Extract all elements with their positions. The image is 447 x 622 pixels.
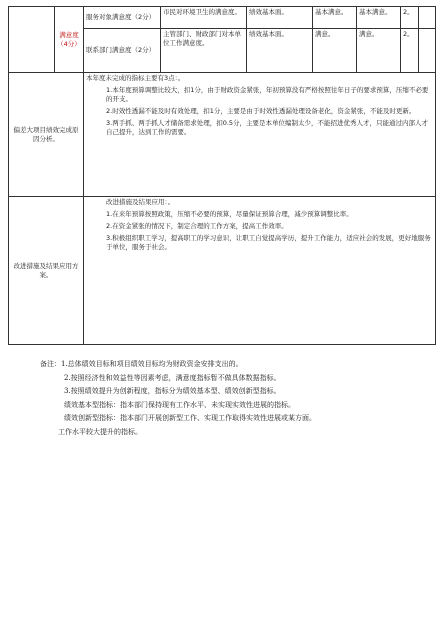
performance-table [8,6,436,345]
empty-cell [419,29,436,73]
note-line-5: 绩效创新型指标：指本部门开展创新型工作、实现工作取得实效性进展或某方面。 [64,414,316,422]
note-line-4: 绩效基本型指标：指本部门保持现有工作水平、未实现实效性进展的指标。 [64,400,295,409]
department-satisfaction-target: 绩效基本面。 [247,29,313,73]
service-satisfaction-value: 基本满意。 [313,7,357,29]
notes-section [40,358,435,439]
improvement-plan-label: 改进措施及结果应用方案。 [9,197,84,345]
note-line-2: 2.按照经济性和效益性等因素考虑，满意度指标暂不做具体数据指标。 [64,373,281,382]
deviation-analysis-label: 偏差大项目绩效完成原因分析。 [9,73,84,197]
deviation-analysis-content [84,73,436,197]
service-satisfaction-score: 2。 [401,7,419,29]
note-line-3: 3.按照绩效提升为创新程度，指标分为绩效基本型、绩效创新型指标。 [64,387,281,395]
deviation-item-3: 3.两手抓、两手抓人才储备需求处理，扣0.5分，主要是本单位编制太少，不能招进优秀人才，只能通过内部人才自己提升，达到工作的需要。 [106,119,429,136]
empty-cell [419,7,436,29]
service-satisfaction-indicator: 服务对象满意度（2分） [84,7,161,29]
department-satisfaction-desc: 主管部门、财政部门对本单位工作满意度。 [161,29,247,73]
service-satisfaction-target: 绩效基本面。 [247,7,313,29]
deviation-item-2: 2.时效性透漏不能及时有效处理，扣1分，主要是由于时效性透漏处理设备老化，资金紧张，不能及时更新。 [106,107,416,115]
service-satisfaction-value2: 基本满意。 [357,7,401,29]
note-line-6: 工作水平较大提升的指标。 [58,427,142,436]
deviation-intro: 本年度未完成的指标主要有3点：。 [86,74,185,82]
deviation-item-1: 1.本年度预算调整比较大，扣1分，由于财政资金紧张，年初预算没有严格按照往年日子的要求预算，压缩不必要的开支。 [106,86,429,103]
note-line-1: 备注：1.总体绩效目标和项目绩效目标均为财政资金安排支出的。 [40,360,243,368]
department-satisfaction-indicator: 联系部门满意度（2分） [84,29,161,73]
service-satisfaction-desc: 市民对环境卫生的满意度。 [161,7,247,29]
improvement-plan-content [84,197,436,345]
department-satisfaction-value2: 满意。 [357,29,401,73]
improvement-item-1: 1.在来年预算按照政策，压缩不必要的预算，尽量保证预算合理，减少预算调整比率。 [106,210,353,218]
improvement-item-2: 2.在资金紧张的情况下，制定合理的工作方案，提高工作效率。 [106,222,288,230]
improvement-item-3: 3.积极组织职工学习，提高职工的学习意识，让职工自觉提高学历，提升工作能力，适应社会的发展，更好地服务于单位，服务于社会。 [106,234,431,251]
department-satisfaction-value: 满意。 [313,29,357,73]
blank-cell [9,7,55,73]
satisfaction-category: 满意度（4分） [55,7,84,73]
department-satisfaction-score: 2。 [401,29,419,73]
improvement-intro: 改进措施及结果应用：。 [106,198,175,206]
